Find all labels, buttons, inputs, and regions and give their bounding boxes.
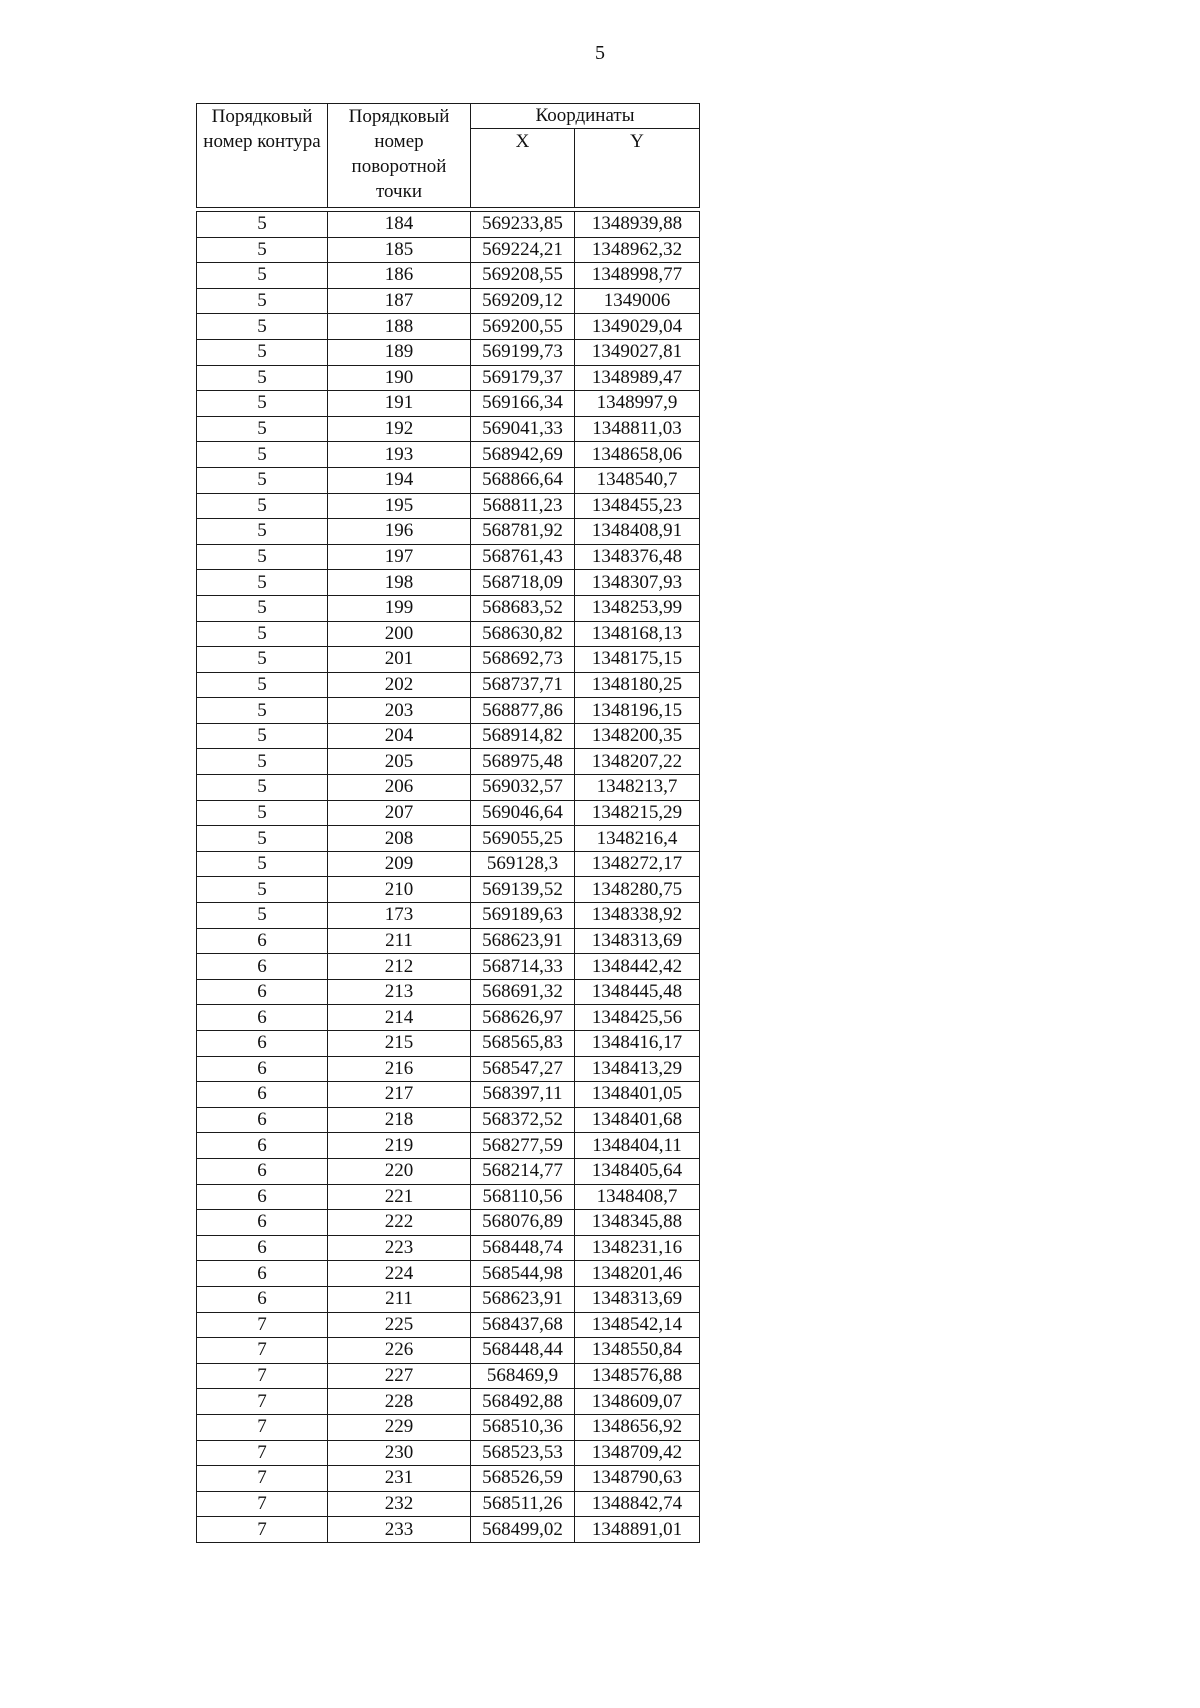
x-coordinate-cell: 568437,68 — [471, 1312, 575, 1338]
x-coordinate-cell: 568499,02 — [471, 1517, 575, 1543]
point-number-cell: 210 — [328, 877, 471, 903]
contour-number-cell: 6 — [197, 1235, 328, 1261]
y-coordinate-cell: 1348550,84 — [575, 1338, 700, 1364]
y-coordinate-cell: 1348168,13 — [575, 621, 700, 647]
y-coordinate-cell: 1348216,4 — [575, 826, 700, 852]
point-number-cell: 188 — [328, 314, 471, 340]
table-row — [197, 493, 700, 519]
point-number-cell: 223 — [328, 1235, 471, 1261]
point-number-cell: 228 — [328, 1389, 471, 1415]
contour-number-cell: 5 — [197, 749, 328, 775]
contour-number-cell: 5 — [197, 442, 328, 468]
point-number-cell: 200 — [328, 621, 471, 647]
x-coordinate-cell: 568214,77 — [471, 1158, 575, 1184]
coordinates-table-container — [196, 103, 700, 1543]
x-coordinate-cell: 568718,09 — [471, 570, 575, 596]
table-row — [197, 1440, 700, 1466]
table-row — [197, 672, 700, 698]
y-coordinate-cell: 1348196,15 — [575, 698, 700, 724]
table-row — [197, 1210, 700, 1236]
x-coordinate-cell: 568076,89 — [471, 1210, 575, 1236]
y-coordinate-cell: 1348253,99 — [575, 595, 700, 621]
y-coordinate-cell: 1348201,46 — [575, 1261, 700, 1287]
table-row — [197, 391, 700, 417]
y-coordinate-cell: 1348939,88 — [575, 212, 700, 238]
x-coordinate-cell: 568811,23 — [471, 493, 575, 519]
point-number-cell: 184 — [328, 212, 471, 238]
point-number-cell: 225 — [328, 1312, 471, 1338]
contour-number-cell: 5 — [197, 314, 328, 340]
point-number-cell: 212 — [328, 954, 471, 980]
table-row — [197, 570, 700, 596]
x-coordinate-cell: 568866,64 — [471, 467, 575, 493]
y-coordinate-cell: 1348345,88 — [575, 1210, 700, 1236]
table-row — [197, 416, 700, 442]
contour-number-cell: 5 — [197, 365, 328, 391]
table-row — [197, 800, 700, 826]
contour-number-cell: 5 — [197, 237, 328, 263]
table-row — [197, 1466, 700, 1492]
y-coordinate-cell: 1348231,16 — [575, 1235, 700, 1261]
y-coordinate-cell: 1348425,56 — [575, 1005, 700, 1031]
table-row — [197, 1286, 700, 1312]
point-number-cell: 208 — [328, 826, 471, 852]
x-coordinate-cell: 569209,12 — [471, 288, 575, 314]
coordinates-table — [196, 103, 700, 1543]
y-coordinate-cell: 1349027,81 — [575, 339, 700, 365]
y-coordinate-cell: 1348416,17 — [575, 1031, 700, 1057]
x-coordinate-cell: 568714,33 — [471, 954, 575, 980]
contour-number-cell: 5 — [197, 288, 328, 314]
table-row — [197, 314, 700, 340]
contour-number-cell: 5 — [197, 595, 328, 621]
point-number-cell: 226 — [328, 1338, 471, 1364]
contour-number-cell: 6 — [197, 1184, 328, 1210]
point-number-cell: 191 — [328, 391, 471, 417]
y-coordinate-cell: 1348207,22 — [575, 749, 700, 775]
contour-number-cell: 5 — [197, 877, 328, 903]
contour-number-cell: 5 — [197, 800, 328, 826]
table-row — [197, 263, 700, 289]
x-coordinate-cell: 569199,73 — [471, 339, 575, 365]
table-row — [197, 1261, 700, 1287]
point-number-cell: 185 — [328, 237, 471, 263]
header-x: X — [471, 129, 575, 208]
table-row — [197, 775, 700, 801]
table-row — [197, 288, 700, 314]
x-coordinate-cell: 568397,11 — [471, 1082, 575, 1108]
y-coordinate-cell: 1348313,69 — [575, 928, 700, 954]
point-number-cell: 189 — [328, 339, 471, 365]
point-number-cell: 217 — [328, 1082, 471, 1108]
x-coordinate-cell: 568511,26 — [471, 1491, 575, 1517]
x-coordinate-cell: 569208,55 — [471, 263, 575, 289]
contour-number-cell: 6 — [197, 1056, 328, 1082]
point-number-cell: 202 — [328, 672, 471, 698]
y-coordinate-cell: 1348376,48 — [575, 544, 700, 570]
table-row — [197, 365, 700, 391]
contour-number-cell: 5 — [197, 723, 328, 749]
y-coordinate-cell: 1348213,7 — [575, 775, 700, 801]
table-row — [197, 903, 700, 929]
table-row — [197, 1414, 700, 1440]
contour-number-cell: 6 — [197, 1261, 328, 1287]
y-coordinate-cell: 1348962,32 — [575, 237, 700, 263]
y-coordinate-cell: 1349029,04 — [575, 314, 700, 340]
contour-number-cell: 6 — [197, 1158, 328, 1184]
y-coordinate-cell: 1348576,88 — [575, 1363, 700, 1389]
x-coordinate-cell: 569224,21 — [471, 237, 575, 263]
contour-number-cell: 7 — [197, 1414, 328, 1440]
table-row — [197, 1031, 700, 1057]
x-coordinate-cell: 568623,91 — [471, 928, 575, 954]
y-coordinate-cell: 1348215,29 — [575, 800, 700, 826]
table-row — [197, 544, 700, 570]
y-coordinate-cell: 1348404,11 — [575, 1133, 700, 1159]
x-coordinate-cell: 568737,71 — [471, 672, 575, 698]
x-coordinate-cell: 568492,88 — [471, 1389, 575, 1415]
table-row — [197, 467, 700, 493]
table-row — [197, 1133, 700, 1159]
y-coordinate-cell: 1348811,03 — [575, 416, 700, 442]
table-row — [197, 1005, 700, 1031]
x-coordinate-cell: 568683,52 — [471, 595, 575, 621]
y-coordinate-cell: 1348998,77 — [575, 263, 700, 289]
point-number-cell: 218 — [328, 1107, 471, 1133]
contour-number-cell: 6 — [197, 1107, 328, 1133]
y-coordinate-cell: 1348542,14 — [575, 1312, 700, 1338]
point-number-cell: 219 — [328, 1133, 471, 1159]
y-coordinate-cell: 1348408,7 — [575, 1184, 700, 1210]
x-coordinate-cell: 569032,57 — [471, 775, 575, 801]
table-row — [197, 621, 700, 647]
x-coordinate-cell: 568691,32 — [471, 979, 575, 1005]
point-number-cell: 194 — [328, 467, 471, 493]
table-row — [197, 1517, 700, 1543]
table-row — [197, 1389, 700, 1415]
x-coordinate-cell: 569200,55 — [471, 314, 575, 340]
y-coordinate-cell: 1348401,05 — [575, 1082, 700, 1108]
contour-number-cell: 5 — [197, 826, 328, 852]
point-number-cell: 221 — [328, 1184, 471, 1210]
contour-number-cell: 5 — [197, 416, 328, 442]
y-coordinate-cell: 1348445,48 — [575, 979, 700, 1005]
contour-number-cell: 5 — [197, 570, 328, 596]
y-coordinate-cell: 1348540,7 — [575, 467, 700, 493]
table-row — [197, 237, 700, 263]
table-row — [197, 1082, 700, 1108]
contour-number-cell: 5 — [197, 903, 328, 929]
contour-number-cell: 6 — [197, 1286, 328, 1312]
point-number-cell: 211 — [328, 1286, 471, 1312]
contour-number-cell: 5 — [197, 647, 328, 673]
contour-number-cell: 5 — [197, 212, 328, 238]
point-number-cell: 233 — [328, 1517, 471, 1543]
table-row — [197, 1056, 700, 1082]
point-number-cell: 232 — [328, 1491, 471, 1517]
x-coordinate-cell: 568877,86 — [471, 698, 575, 724]
contour-number-cell: 5 — [197, 339, 328, 365]
point-number-cell: 229 — [328, 1414, 471, 1440]
header-contour-number: Порядковый номер контура — [197, 104, 328, 208]
point-number-cell: 199 — [328, 595, 471, 621]
x-coordinate-cell: 568692,73 — [471, 647, 575, 673]
contour-number-cell: 7 — [197, 1440, 328, 1466]
x-coordinate-cell: 568942,69 — [471, 442, 575, 468]
x-coordinate-cell: 568469,9 — [471, 1363, 575, 1389]
x-coordinate-cell: 568626,97 — [471, 1005, 575, 1031]
contour-number-cell: 6 — [197, 1005, 328, 1031]
table-row — [197, 954, 700, 980]
contour-number-cell: 6 — [197, 954, 328, 980]
point-number-cell: 213 — [328, 979, 471, 1005]
contour-number-cell: 5 — [197, 621, 328, 647]
point-number-cell: 190 — [328, 365, 471, 391]
contour-number-cell: 7 — [197, 1389, 328, 1415]
y-coordinate-cell: 1348408,91 — [575, 519, 700, 545]
point-number-cell: 195 — [328, 493, 471, 519]
point-number-cell: 196 — [328, 519, 471, 545]
y-coordinate-cell: 1348842,74 — [575, 1491, 700, 1517]
point-number-cell: 198 — [328, 570, 471, 596]
point-number-cell: 186 — [328, 263, 471, 289]
table-row — [197, 1235, 700, 1261]
x-coordinate-cell: 568547,27 — [471, 1056, 575, 1082]
contour-number-cell: 7 — [197, 1363, 328, 1389]
point-number-cell: 214 — [328, 1005, 471, 1031]
contour-number-cell: 6 — [197, 979, 328, 1005]
point-number-cell: 187 — [328, 288, 471, 314]
table-row — [197, 1491, 700, 1517]
contour-number-cell: 6 — [197, 1210, 328, 1236]
table-row — [197, 519, 700, 545]
table-row — [197, 339, 700, 365]
table-row — [197, 1107, 700, 1133]
contour-number-cell: 5 — [197, 493, 328, 519]
point-number-cell: 209 — [328, 851, 471, 877]
contour-number-cell: 5 — [197, 263, 328, 289]
table-row — [197, 877, 700, 903]
point-number-cell: 201 — [328, 647, 471, 673]
contour-number-cell: 6 — [197, 1082, 328, 1108]
point-number-cell: 192 — [328, 416, 471, 442]
contour-number-cell: 7 — [197, 1517, 328, 1543]
y-coordinate-cell: 1348997,9 — [575, 391, 700, 417]
x-coordinate-cell: 568277,59 — [471, 1133, 575, 1159]
contour-number-cell: 6 — [197, 1133, 328, 1159]
header-turning-point-number: Порядковый номер поворотной точки — [328, 104, 471, 208]
point-number-cell: 204 — [328, 723, 471, 749]
point-number-cell: 222 — [328, 1210, 471, 1236]
point-number-cell: 193 — [328, 442, 471, 468]
table-row — [197, 595, 700, 621]
y-coordinate-cell: 1348338,92 — [575, 903, 700, 929]
y-coordinate-cell: 1348658,06 — [575, 442, 700, 468]
y-coordinate-cell: 1348280,75 — [575, 877, 700, 903]
x-coordinate-cell: 569041,33 — [471, 416, 575, 442]
x-coordinate-cell: 568544,98 — [471, 1261, 575, 1287]
table-row — [197, 826, 700, 852]
x-coordinate-cell: 568448,44 — [471, 1338, 575, 1364]
x-coordinate-cell: 568761,43 — [471, 544, 575, 570]
x-coordinate-cell: 569233,85 — [471, 212, 575, 238]
x-coordinate-cell: 568630,82 — [471, 621, 575, 647]
table-header — [197, 104, 700, 212]
x-coordinate-cell: 568623,91 — [471, 1286, 575, 1312]
x-coordinate-cell: 569139,52 — [471, 877, 575, 903]
contour-number-cell: 5 — [197, 467, 328, 493]
contour-number-cell: 5 — [197, 698, 328, 724]
x-coordinate-cell: 568372,52 — [471, 1107, 575, 1133]
contour-number-cell: 6 — [197, 1031, 328, 1057]
y-coordinate-cell: 1349006 — [575, 288, 700, 314]
point-number-cell: 206 — [328, 775, 471, 801]
table-row — [197, 1312, 700, 1338]
y-coordinate-cell: 1348272,17 — [575, 851, 700, 877]
x-coordinate-cell: 568523,53 — [471, 1440, 575, 1466]
x-coordinate-cell: 568526,59 — [471, 1466, 575, 1492]
point-number-cell: 205 — [328, 749, 471, 775]
y-coordinate-cell: 1348405,64 — [575, 1158, 700, 1184]
contour-number-cell: 6 — [197, 928, 328, 954]
point-number-cell: 231 — [328, 1466, 471, 1492]
contour-number-cell: 5 — [197, 775, 328, 801]
point-number-cell: 230 — [328, 1440, 471, 1466]
point-number-cell: 203 — [328, 698, 471, 724]
x-coordinate-cell: 568448,74 — [471, 1235, 575, 1261]
table-row — [197, 1158, 700, 1184]
point-number-cell: 211 — [328, 928, 471, 954]
contour-number-cell: 7 — [197, 1491, 328, 1517]
y-coordinate-cell: 1348609,07 — [575, 1389, 700, 1415]
y-coordinate-cell: 1348307,93 — [575, 570, 700, 596]
y-coordinate-cell: 1348790,63 — [575, 1466, 700, 1492]
table-row — [197, 928, 700, 954]
contour-number-cell: 5 — [197, 672, 328, 698]
x-coordinate-cell: 568781,92 — [471, 519, 575, 545]
table-body — [197, 212, 700, 1543]
table-row — [197, 1363, 700, 1389]
point-number-cell: 197 — [328, 544, 471, 570]
x-coordinate-cell: 569179,37 — [471, 365, 575, 391]
table-row — [197, 979, 700, 1005]
page-number: 5 — [595, 42, 605, 64]
contour-number-cell: 5 — [197, 851, 328, 877]
y-coordinate-cell: 1348413,29 — [575, 1056, 700, 1082]
point-number-cell: 173 — [328, 903, 471, 929]
x-coordinate-cell: 569046,64 — [471, 800, 575, 826]
table-row — [197, 1184, 700, 1210]
x-coordinate-cell: 568914,82 — [471, 723, 575, 749]
table-row — [197, 851, 700, 877]
x-coordinate-cell: 569055,25 — [471, 826, 575, 852]
point-number-cell: 207 — [328, 800, 471, 826]
y-coordinate-cell: 1348455,23 — [575, 493, 700, 519]
contour-number-cell: 7 — [197, 1338, 328, 1364]
table-row — [197, 647, 700, 673]
x-coordinate-cell: 568110,56 — [471, 1184, 575, 1210]
y-coordinate-cell: 1348442,42 — [575, 954, 700, 980]
x-coordinate-cell: 568975,48 — [471, 749, 575, 775]
y-coordinate-cell: 1348180,25 — [575, 672, 700, 698]
y-coordinate-cell: 1348989,47 — [575, 365, 700, 391]
y-coordinate-cell: 1348313,69 — [575, 1286, 700, 1312]
table-row — [197, 212, 700, 238]
table-row — [197, 749, 700, 775]
contour-number-cell: 7 — [197, 1466, 328, 1492]
table-row — [197, 1338, 700, 1364]
x-coordinate-cell: 568565,83 — [471, 1031, 575, 1057]
point-number-cell: 215 — [328, 1031, 471, 1057]
contour-number-cell: 5 — [197, 391, 328, 417]
y-coordinate-cell: 1348175,15 — [575, 647, 700, 673]
y-coordinate-cell: 1348656,92 — [575, 1414, 700, 1440]
y-coordinate-cell: 1348200,35 — [575, 723, 700, 749]
point-number-cell: 227 — [328, 1363, 471, 1389]
y-coordinate-cell: 1348891,01 — [575, 1517, 700, 1543]
x-coordinate-cell: 569166,34 — [471, 391, 575, 417]
table-row — [197, 442, 700, 468]
contour-number-cell: 5 — [197, 519, 328, 545]
point-number-cell: 220 — [328, 1158, 471, 1184]
x-coordinate-cell: 568510,36 — [471, 1414, 575, 1440]
table-row — [197, 723, 700, 749]
y-coordinate-cell: 1348709,42 — [575, 1440, 700, 1466]
point-number-cell: 224 — [328, 1261, 471, 1287]
header-coordinates: Координаты — [471, 104, 700, 129]
header-y: Y — [575, 129, 700, 208]
x-coordinate-cell: 569189,63 — [471, 903, 575, 929]
table-row — [197, 698, 700, 724]
contour-number-cell: 7 — [197, 1312, 328, 1338]
x-coordinate-cell: 569128,3 — [471, 851, 575, 877]
y-coordinate-cell: 1348401,68 — [575, 1107, 700, 1133]
contour-number-cell: 5 — [197, 544, 328, 570]
point-number-cell: 216 — [328, 1056, 471, 1082]
